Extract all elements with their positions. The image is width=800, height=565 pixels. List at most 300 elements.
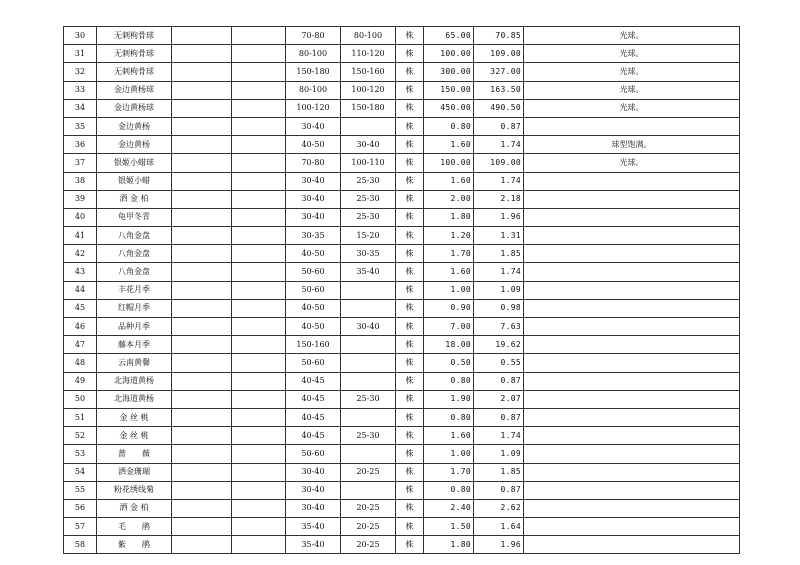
crown-range-cell: 25-30 — [341, 390, 396, 408]
price-cell: 0.80 — [424, 372, 474, 390]
row-number-cell: 52 — [64, 427, 97, 445]
unit-cell: 株 — [396, 227, 424, 245]
note-cell — [524, 463, 740, 481]
plant-name-cell: 金 丝 桃 — [97, 427, 172, 445]
height-range-cell: 150-160 — [286, 336, 341, 354]
blank-cell — [232, 172, 286, 190]
blank-cell — [172, 372, 232, 390]
row-number-cell: 32 — [64, 63, 97, 81]
crown-range-cell: 25-30 — [341, 427, 396, 445]
unit-cell: 株 — [396, 208, 424, 226]
unit-cell: 株 — [396, 99, 424, 117]
table-row — [64, 208, 740, 226]
blank-cell — [172, 136, 232, 154]
height-range-cell: 40-45 — [286, 408, 341, 426]
blank-cell — [232, 445, 286, 463]
note-cell — [524, 117, 740, 135]
unit-cell: 株 — [396, 318, 424, 336]
height-range-cell: 30-40 — [286, 481, 341, 499]
note-cell: 光球。 — [524, 81, 740, 99]
table-row — [64, 154, 740, 172]
table-row — [64, 172, 740, 190]
table-row — [64, 408, 740, 426]
height-range-cell: 50-60 — [286, 445, 341, 463]
plant-name-cell: 金边黄杨球 — [97, 99, 172, 117]
blank-cell — [232, 390, 286, 408]
note-cell: 球型饱满。 — [524, 136, 740, 154]
crown-range-cell: 80-100 — [341, 27, 396, 45]
unit-cell: 株 — [396, 117, 424, 135]
note-cell — [524, 245, 740, 263]
blank-cell — [232, 463, 286, 481]
table-body — [64, 27, 740, 554]
note-cell: 光球。 — [524, 99, 740, 117]
row-number-cell: 48 — [64, 354, 97, 372]
unit-cell: 株 — [396, 245, 424, 263]
blank-cell — [172, 390, 232, 408]
unit-cell: 株 — [396, 390, 424, 408]
plant-name-cell: 无刺枸骨球 — [97, 27, 172, 45]
height-range-cell: 50-60 — [286, 354, 341, 372]
row-number-cell: 39 — [64, 190, 97, 208]
note-cell: 光球。 — [524, 45, 740, 63]
blank-cell — [232, 227, 286, 245]
plant-name-cell: 藤本月季 — [97, 336, 172, 354]
table-row — [64, 190, 740, 208]
unit-cell: 株 — [396, 518, 424, 536]
table-row — [64, 390, 740, 408]
table-row — [64, 318, 740, 336]
price-cell: 1.70 — [424, 463, 474, 481]
row-number-cell: 41 — [64, 227, 97, 245]
row-number-cell: 50 — [64, 390, 97, 408]
plant-name-cell: 洒 金 柏 — [97, 190, 172, 208]
crown-range-cell — [341, 372, 396, 390]
unit-cell: 株 — [396, 336, 424, 354]
plant-name-cell: 银姬小蜡球 — [97, 154, 172, 172]
crown-range-cell — [341, 117, 396, 135]
height-range-cell: 100-120 — [286, 99, 341, 117]
crown-range-cell: 30-40 — [341, 318, 396, 336]
crown-range-cell: 25-30 — [341, 190, 396, 208]
crown-range-cell: 20-25 — [341, 536, 396, 554]
price-cell: 0.80 — [424, 117, 474, 135]
note-cell: 光球。 — [524, 63, 740, 81]
plant-name-cell: 八角金盘 — [97, 227, 172, 245]
table-row — [64, 227, 740, 245]
price-cell: 450.00 — [424, 99, 474, 117]
blank-cell — [232, 427, 286, 445]
table-row — [64, 463, 740, 481]
price-cell: 1.80 — [424, 536, 474, 554]
blank-cell — [232, 408, 286, 426]
row-number-cell: 49 — [64, 372, 97, 390]
height-range-cell: 40-45 — [286, 390, 341, 408]
plant-name-cell: 金边黄杨 — [97, 117, 172, 135]
crown-range-cell — [341, 299, 396, 317]
blank-cell — [232, 518, 286, 536]
crown-range-cell: 150-180 — [341, 99, 396, 117]
blank-cell — [232, 190, 286, 208]
row-number-cell: 35 — [64, 117, 97, 135]
crown-range-cell: 30-40 — [341, 136, 396, 154]
table-row — [64, 427, 740, 445]
crown-range-cell — [341, 445, 396, 463]
table-row — [64, 354, 740, 372]
price-cell: 65.00 — [424, 27, 474, 45]
plant-price-table — [63, 26, 740, 554]
note-cell — [524, 408, 740, 426]
note-cell — [524, 536, 740, 554]
table-row — [64, 263, 740, 281]
blank-cell — [172, 27, 232, 45]
note-cell — [524, 263, 740, 281]
crown-range-cell: 25-30 — [341, 208, 396, 226]
unit-cell: 株 — [396, 190, 424, 208]
table-row — [64, 299, 740, 317]
row-number-cell: 55 — [64, 481, 97, 499]
row-number-cell: 56 — [64, 499, 97, 517]
unit-cell: 株 — [396, 445, 424, 463]
height-range-cell: 35-40 — [286, 518, 341, 536]
total-cell: 2.62 — [474, 499, 524, 517]
plant-name-cell: 洒 金 柏 — [97, 499, 172, 517]
blank-cell — [172, 463, 232, 481]
plant-name-cell: 红帽月季 — [97, 299, 172, 317]
blank-cell — [172, 154, 232, 172]
plant-name-cell: 无刺枸骨球 — [97, 63, 172, 81]
plant-name-cell: 北海道黄杨 — [97, 372, 172, 390]
blank-cell — [172, 263, 232, 281]
row-number-cell: 54 — [64, 463, 97, 481]
blank-cell — [232, 481, 286, 499]
price-cell: 1.60 — [424, 172, 474, 190]
plant-name-cell: 蔷 薇 — [97, 445, 172, 463]
blank-cell — [172, 81, 232, 99]
total-cell: 19.62 — [474, 336, 524, 354]
table-row — [64, 117, 740, 135]
row-number-cell: 43 — [64, 263, 97, 281]
note-cell — [524, 299, 740, 317]
crown-range-cell — [341, 281, 396, 299]
crown-range-cell: 20-25 — [341, 463, 396, 481]
total-cell: 0.55 — [474, 354, 524, 372]
plant-name-cell: 云南黄馨 — [97, 354, 172, 372]
total-cell: 2.07 — [474, 390, 524, 408]
blank-cell — [232, 99, 286, 117]
plant-name-cell: 无刺枸骨球 — [97, 45, 172, 63]
note-cell — [524, 354, 740, 372]
price-cell: 1.50 — [424, 518, 474, 536]
blank-cell — [172, 445, 232, 463]
blank-cell — [172, 481, 232, 499]
height-range-cell: 30-40 — [286, 499, 341, 517]
height-range-cell: 70-80 — [286, 154, 341, 172]
blank-cell — [232, 45, 286, 63]
crown-range-cell: 100-110 — [341, 154, 396, 172]
total-cell: 109.00 — [474, 45, 524, 63]
note-cell — [524, 427, 740, 445]
blank-cell — [232, 245, 286, 263]
price-cell: 300.00 — [424, 63, 474, 81]
total-cell: 0.87 — [474, 117, 524, 135]
unit-cell: 株 — [396, 499, 424, 517]
blank-cell — [232, 263, 286, 281]
unit-cell: 株 — [396, 81, 424, 99]
table-row — [64, 81, 740, 99]
row-number-cell: 42 — [64, 245, 97, 263]
total-cell: 1.96 — [474, 536, 524, 554]
total-cell: 70.85 — [474, 27, 524, 45]
plant-name-cell: 金边黄杨球 — [97, 81, 172, 99]
row-number-cell: 45 — [64, 299, 97, 317]
height-range-cell: 150-180 — [286, 63, 341, 81]
price-cell: 150.00 — [424, 81, 474, 99]
height-range-cell: 50-60 — [286, 281, 341, 299]
blank-cell — [172, 245, 232, 263]
blank-cell — [172, 172, 232, 190]
note-cell — [524, 336, 740, 354]
total-cell: 7.63 — [474, 318, 524, 336]
blank-cell — [172, 354, 232, 372]
row-number-cell: 31 — [64, 45, 97, 63]
total-cell: 2.18 — [474, 190, 524, 208]
price-cell: 1.00 — [424, 445, 474, 463]
height-range-cell: 50-60 — [286, 263, 341, 281]
total-cell: 490.50 — [474, 99, 524, 117]
table-row — [64, 536, 740, 554]
crown-range-cell — [341, 354, 396, 372]
row-number-cell: 30 — [64, 27, 97, 45]
total-cell: 1.74 — [474, 427, 524, 445]
note-cell — [524, 445, 740, 463]
blank-cell — [232, 154, 286, 172]
unit-cell: 株 — [396, 408, 424, 426]
total-cell: 1.31 — [474, 227, 524, 245]
unit-cell: 株 — [396, 263, 424, 281]
plant-name-cell: 八角金盘 — [97, 245, 172, 263]
unit-cell: 株 — [396, 45, 424, 63]
blank-cell — [232, 299, 286, 317]
row-number-cell: 33 — [64, 81, 97, 99]
blank-cell — [172, 190, 232, 208]
total-cell: 1.85 — [474, 245, 524, 263]
height-range-cell: 30-40 — [286, 463, 341, 481]
plant-name-cell: 粉花绣线菊 — [97, 481, 172, 499]
price-cell: 1.60 — [424, 427, 474, 445]
row-number-cell: 53 — [64, 445, 97, 463]
table-row — [64, 27, 740, 45]
total-cell: 1.85 — [474, 463, 524, 481]
blank-cell — [172, 427, 232, 445]
total-cell: 0.87 — [474, 372, 524, 390]
note-cell — [524, 481, 740, 499]
unit-cell: 株 — [396, 536, 424, 554]
blank-cell — [172, 63, 232, 81]
plant-name-cell: 毛 鹃 — [97, 518, 172, 536]
blank-cell — [172, 227, 232, 245]
blank-cell — [172, 518, 232, 536]
height-range-cell: 30-40 — [286, 172, 341, 190]
crown-range-cell — [341, 408, 396, 426]
price-cell: 18.00 — [424, 336, 474, 354]
plant-name-cell: 银姬小蜡 — [97, 172, 172, 190]
row-number-cell: 58 — [64, 536, 97, 554]
height-range-cell: 30-40 — [286, 117, 341, 135]
note-cell — [524, 372, 740, 390]
blank-cell — [232, 281, 286, 299]
table-row — [64, 245, 740, 263]
total-cell: 1.74 — [474, 136, 524, 154]
unit-cell: 株 — [396, 281, 424, 299]
table-row — [64, 45, 740, 63]
blank-cell — [172, 117, 232, 135]
height-range-cell: 40-45 — [286, 372, 341, 390]
total-cell: 0.87 — [474, 481, 524, 499]
blank-cell — [232, 117, 286, 135]
price-cell: 100.00 — [424, 154, 474, 172]
blank-cell — [172, 536, 232, 554]
total-cell: 1.09 — [474, 445, 524, 463]
table-row — [64, 499, 740, 517]
blank-cell — [232, 318, 286, 336]
unit-cell: 株 — [396, 372, 424, 390]
row-number-cell: 51 — [64, 408, 97, 426]
crown-range-cell — [341, 481, 396, 499]
table-row — [64, 99, 740, 117]
note-cell: 光球。 — [524, 154, 740, 172]
note-cell — [524, 499, 740, 517]
price-cell: 2.00 — [424, 190, 474, 208]
crown-range-cell: 100-120 — [341, 81, 396, 99]
blank-cell — [232, 499, 286, 517]
row-number-cell: 38 — [64, 172, 97, 190]
height-range-cell: 40-50 — [286, 136, 341, 154]
crown-range-cell: 35-40 — [341, 263, 396, 281]
total-cell: 1.74 — [474, 172, 524, 190]
row-number-cell: 40 — [64, 208, 97, 226]
table-row — [64, 336, 740, 354]
height-range-cell: 30-40 — [286, 208, 341, 226]
table-row — [64, 518, 740, 536]
height-range-cell: 70-80 — [286, 27, 341, 45]
plant-name-cell: 北海道黄杨 — [97, 390, 172, 408]
blank-cell — [172, 299, 232, 317]
plant-name-cell: 洒金珊瑚 — [97, 463, 172, 481]
unit-cell: 株 — [396, 463, 424, 481]
price-cell: 1.20 — [424, 227, 474, 245]
blank-cell — [172, 99, 232, 117]
height-range-cell: 40-50 — [286, 318, 341, 336]
row-number-cell: 36 — [64, 136, 97, 154]
unit-cell: 株 — [396, 136, 424, 154]
crown-range-cell: 20-25 — [341, 518, 396, 536]
note-cell — [524, 281, 740, 299]
plant-name-cell: 品种月季 — [97, 318, 172, 336]
note-cell — [524, 190, 740, 208]
unit-cell: 株 — [396, 354, 424, 372]
table-row — [64, 136, 740, 154]
price-cell: 0.80 — [424, 481, 474, 499]
row-number-cell: 34 — [64, 99, 97, 117]
total-cell: 1.96 — [474, 208, 524, 226]
note-cell — [524, 208, 740, 226]
total-cell: 0.87 — [474, 408, 524, 426]
price-cell: 0.90 — [424, 299, 474, 317]
crown-range-cell: 30-35 — [341, 245, 396, 263]
unit-cell: 株 — [396, 154, 424, 172]
note-cell — [524, 518, 740, 536]
price-cell: 7.00 — [424, 318, 474, 336]
crown-range-cell: 15-20 — [341, 227, 396, 245]
plant-name-cell: 八角金盘 — [97, 263, 172, 281]
blank-cell — [232, 536, 286, 554]
total-cell: 1.09 — [474, 281, 524, 299]
price-cell: 1.60 — [424, 136, 474, 154]
height-range-cell: 80-100 — [286, 45, 341, 63]
blank-cell — [232, 27, 286, 45]
total-cell: 0.98 — [474, 299, 524, 317]
blank-cell — [232, 63, 286, 81]
table-row — [64, 63, 740, 81]
unit-cell: 株 — [396, 427, 424, 445]
unit-cell: 株 — [396, 63, 424, 81]
height-range-cell: 40-50 — [286, 245, 341, 263]
note-cell — [524, 227, 740, 245]
price-cell: 1.90 — [424, 390, 474, 408]
price-cell: 1.80 — [424, 208, 474, 226]
height-range-cell: 40-45 — [286, 427, 341, 445]
row-number-cell: 37 — [64, 154, 97, 172]
crown-range-cell: 150-160 — [341, 63, 396, 81]
note-cell — [524, 390, 740, 408]
crown-range-cell — [341, 336, 396, 354]
blank-cell — [172, 208, 232, 226]
table-row — [64, 481, 740, 499]
note-cell — [524, 172, 740, 190]
price-cell: 1.00 — [424, 281, 474, 299]
total-cell: 109.00 — [474, 154, 524, 172]
plant-name-cell: 金边黄杨 — [97, 136, 172, 154]
row-number-cell: 44 — [64, 281, 97, 299]
blank-cell — [232, 136, 286, 154]
row-number-cell: 46 — [64, 318, 97, 336]
crown-range-cell: 25-30 — [341, 172, 396, 190]
row-number-cell: 57 — [64, 518, 97, 536]
crown-range-cell: 110-120 — [341, 45, 396, 63]
price-cell: 1.60 — [424, 263, 474, 281]
blank-cell — [172, 281, 232, 299]
table-row — [64, 372, 740, 390]
height-range-cell: 30-40 — [286, 190, 341, 208]
note-cell: 光球。 — [524, 27, 740, 45]
blank-cell — [172, 336, 232, 354]
plant-name-cell: 丰花月季 — [97, 281, 172, 299]
height-range-cell: 30-35 — [286, 227, 341, 245]
price-cell: 100.00 — [424, 45, 474, 63]
plant-name-cell: 金 丝 桃 — [97, 408, 172, 426]
blank-cell — [232, 208, 286, 226]
crown-range-cell: 20-25 — [341, 499, 396, 517]
blank-cell — [232, 354, 286, 372]
height-range-cell: 40-50 — [286, 299, 341, 317]
plant-name-cell: 龟甲冬青 — [97, 208, 172, 226]
height-range-cell: 80-100 — [286, 81, 341, 99]
total-cell: 327.00 — [474, 63, 524, 81]
table-row — [64, 445, 740, 463]
unit-cell: 株 — [396, 172, 424, 190]
blank-cell — [172, 318, 232, 336]
